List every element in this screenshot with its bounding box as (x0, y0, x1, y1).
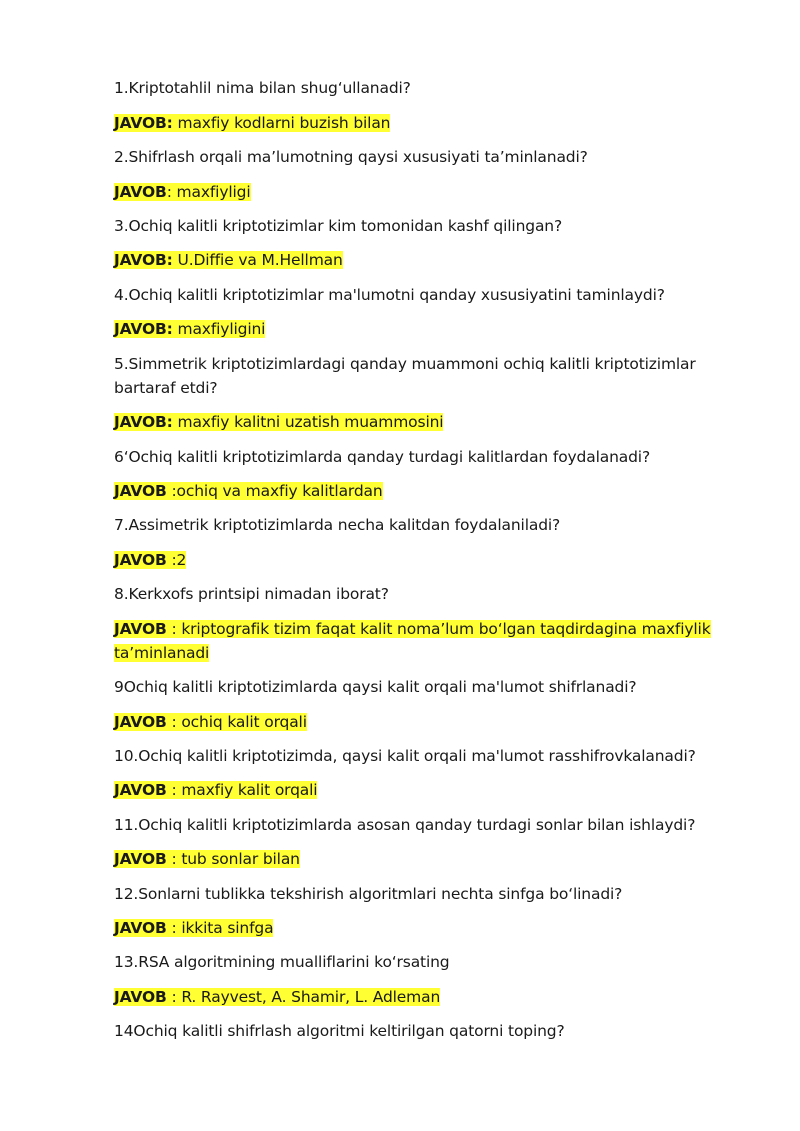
answer-10 (114, 778, 714, 802)
answer-label: JAVOB: (114, 320, 173, 338)
question-14: 14Ochiq kalitli shifrlash algoritmi keltirilgan qatorni toping? (114, 1022, 565, 1040)
answer-text: : kriptografik tizim faqat kalit noma’lum bo‘lgan taqdirdagina maxfiylik ta’minlanadi (114, 620, 711, 662)
question-11: 11.Ochiq kalitli kriptotizimlarda asosan qanday turdagi sonlar bilan ishlaydi? (114, 816, 696, 834)
answer-label: JAVOB (114, 183, 167, 201)
answer-4 (114, 317, 714, 341)
question-2: 2.Shifrlash orqali ma’lumotning qaysi xususiyati ta’minlanadi? (114, 148, 588, 166)
answer-text: maxfiy kodlarni buzish bilan (172, 114, 391, 132)
answer-text: :ochiq va maxfiy kalitlardan (166, 482, 383, 500)
answer-8 (114, 617, 714, 665)
answer-label: JAVOB: (114, 251, 173, 269)
answer-text: U.Diffie va M.Hellman (172, 251, 343, 269)
answer-label: JAVOB (114, 713, 167, 731)
answer-label: JAVOB (114, 988, 167, 1006)
answer-text: : R. Rayvest, A. Shamir, L. Adleman (166, 988, 441, 1006)
answer-1 (114, 111, 714, 135)
answer-text: : ochiq kalit orqali (166, 713, 307, 731)
question-1: 1.Kriptotahlil nima bilan shug‘ullanadi? (114, 79, 411, 97)
answer-label: JAVOB (114, 482, 167, 500)
question-8: 8.Kerkxofs printsipi nimadan iborat? (114, 585, 389, 603)
answer-5 (114, 410, 714, 434)
answer-label: JAVOB (114, 850, 167, 868)
question-5: 5.Simmetrik kriptotizimlardagi qanday muammoni ochiq kalitli kriptotizimlar bartaraf etdi? (114, 355, 696, 397)
question-6: 6‘Ochiq kalitli kriptotizimlarda qanday turdagi kalitlardan foydalanadi? (114, 448, 651, 466)
answer-2 (114, 180, 714, 204)
question-13: 13.RSA algoritmining mualliflarini ko‘rsating (114, 953, 450, 971)
answer-12 (114, 916, 714, 940)
answer-text: : tub sonlar bilan (166, 850, 300, 868)
answer-label: JAVOB (114, 551, 167, 569)
question-3: 3.Ochiq kalitli kriptotizimlar kim tomonidan kashf qilingan? (114, 217, 563, 235)
answer-text: :2 (166, 551, 187, 569)
question-12: 12.Sonlarni tublikka tekshirish algoritmlari nechta sinfga bo‘linadi? (114, 885, 623, 903)
answer-text: : maxfiy kalit orqali (166, 781, 318, 799)
question-7: 7.Assimetrik kriptotizimlarda necha kalitdan foydalaniladi? (114, 516, 561, 534)
answer-label: JAVOB (114, 620, 167, 638)
answer-text: : maxfiyligi (166, 183, 251, 201)
answer-text: maxfiyligini (172, 320, 266, 338)
answer-label: JAVOB (114, 781, 167, 799)
question-4: 4.Ochiq kalitli kriptotizimlar ma'lumotni qanday xususiyatini taminlaydi? (114, 286, 665, 304)
answer-6 (114, 479, 714, 503)
answer-3 (114, 248, 714, 272)
answer-text: : ikkita sinfga (166, 919, 274, 937)
answer-9 (114, 710, 714, 734)
answer-label: JAVOB (114, 919, 167, 937)
question-10: 10.Ochiq kalitli kriptotizimda, qaysi kalit orqali ma'lumot rasshifrovkalanadi? (114, 747, 696, 765)
answer-11 (114, 847, 714, 871)
answer-text: maxfiy kalitni uzatish muammosini (172, 413, 444, 431)
answer-label: JAVOB: (114, 413, 173, 431)
answer-7 (114, 548, 714, 572)
answer-13 (114, 985, 714, 1009)
question-9: 9Ochiq kalitli kriptotizimlarda qaysi kalit orqali ma'lumot shifrlanadi? (114, 678, 637, 696)
answer-label: JAVOB: (114, 114, 173, 132)
